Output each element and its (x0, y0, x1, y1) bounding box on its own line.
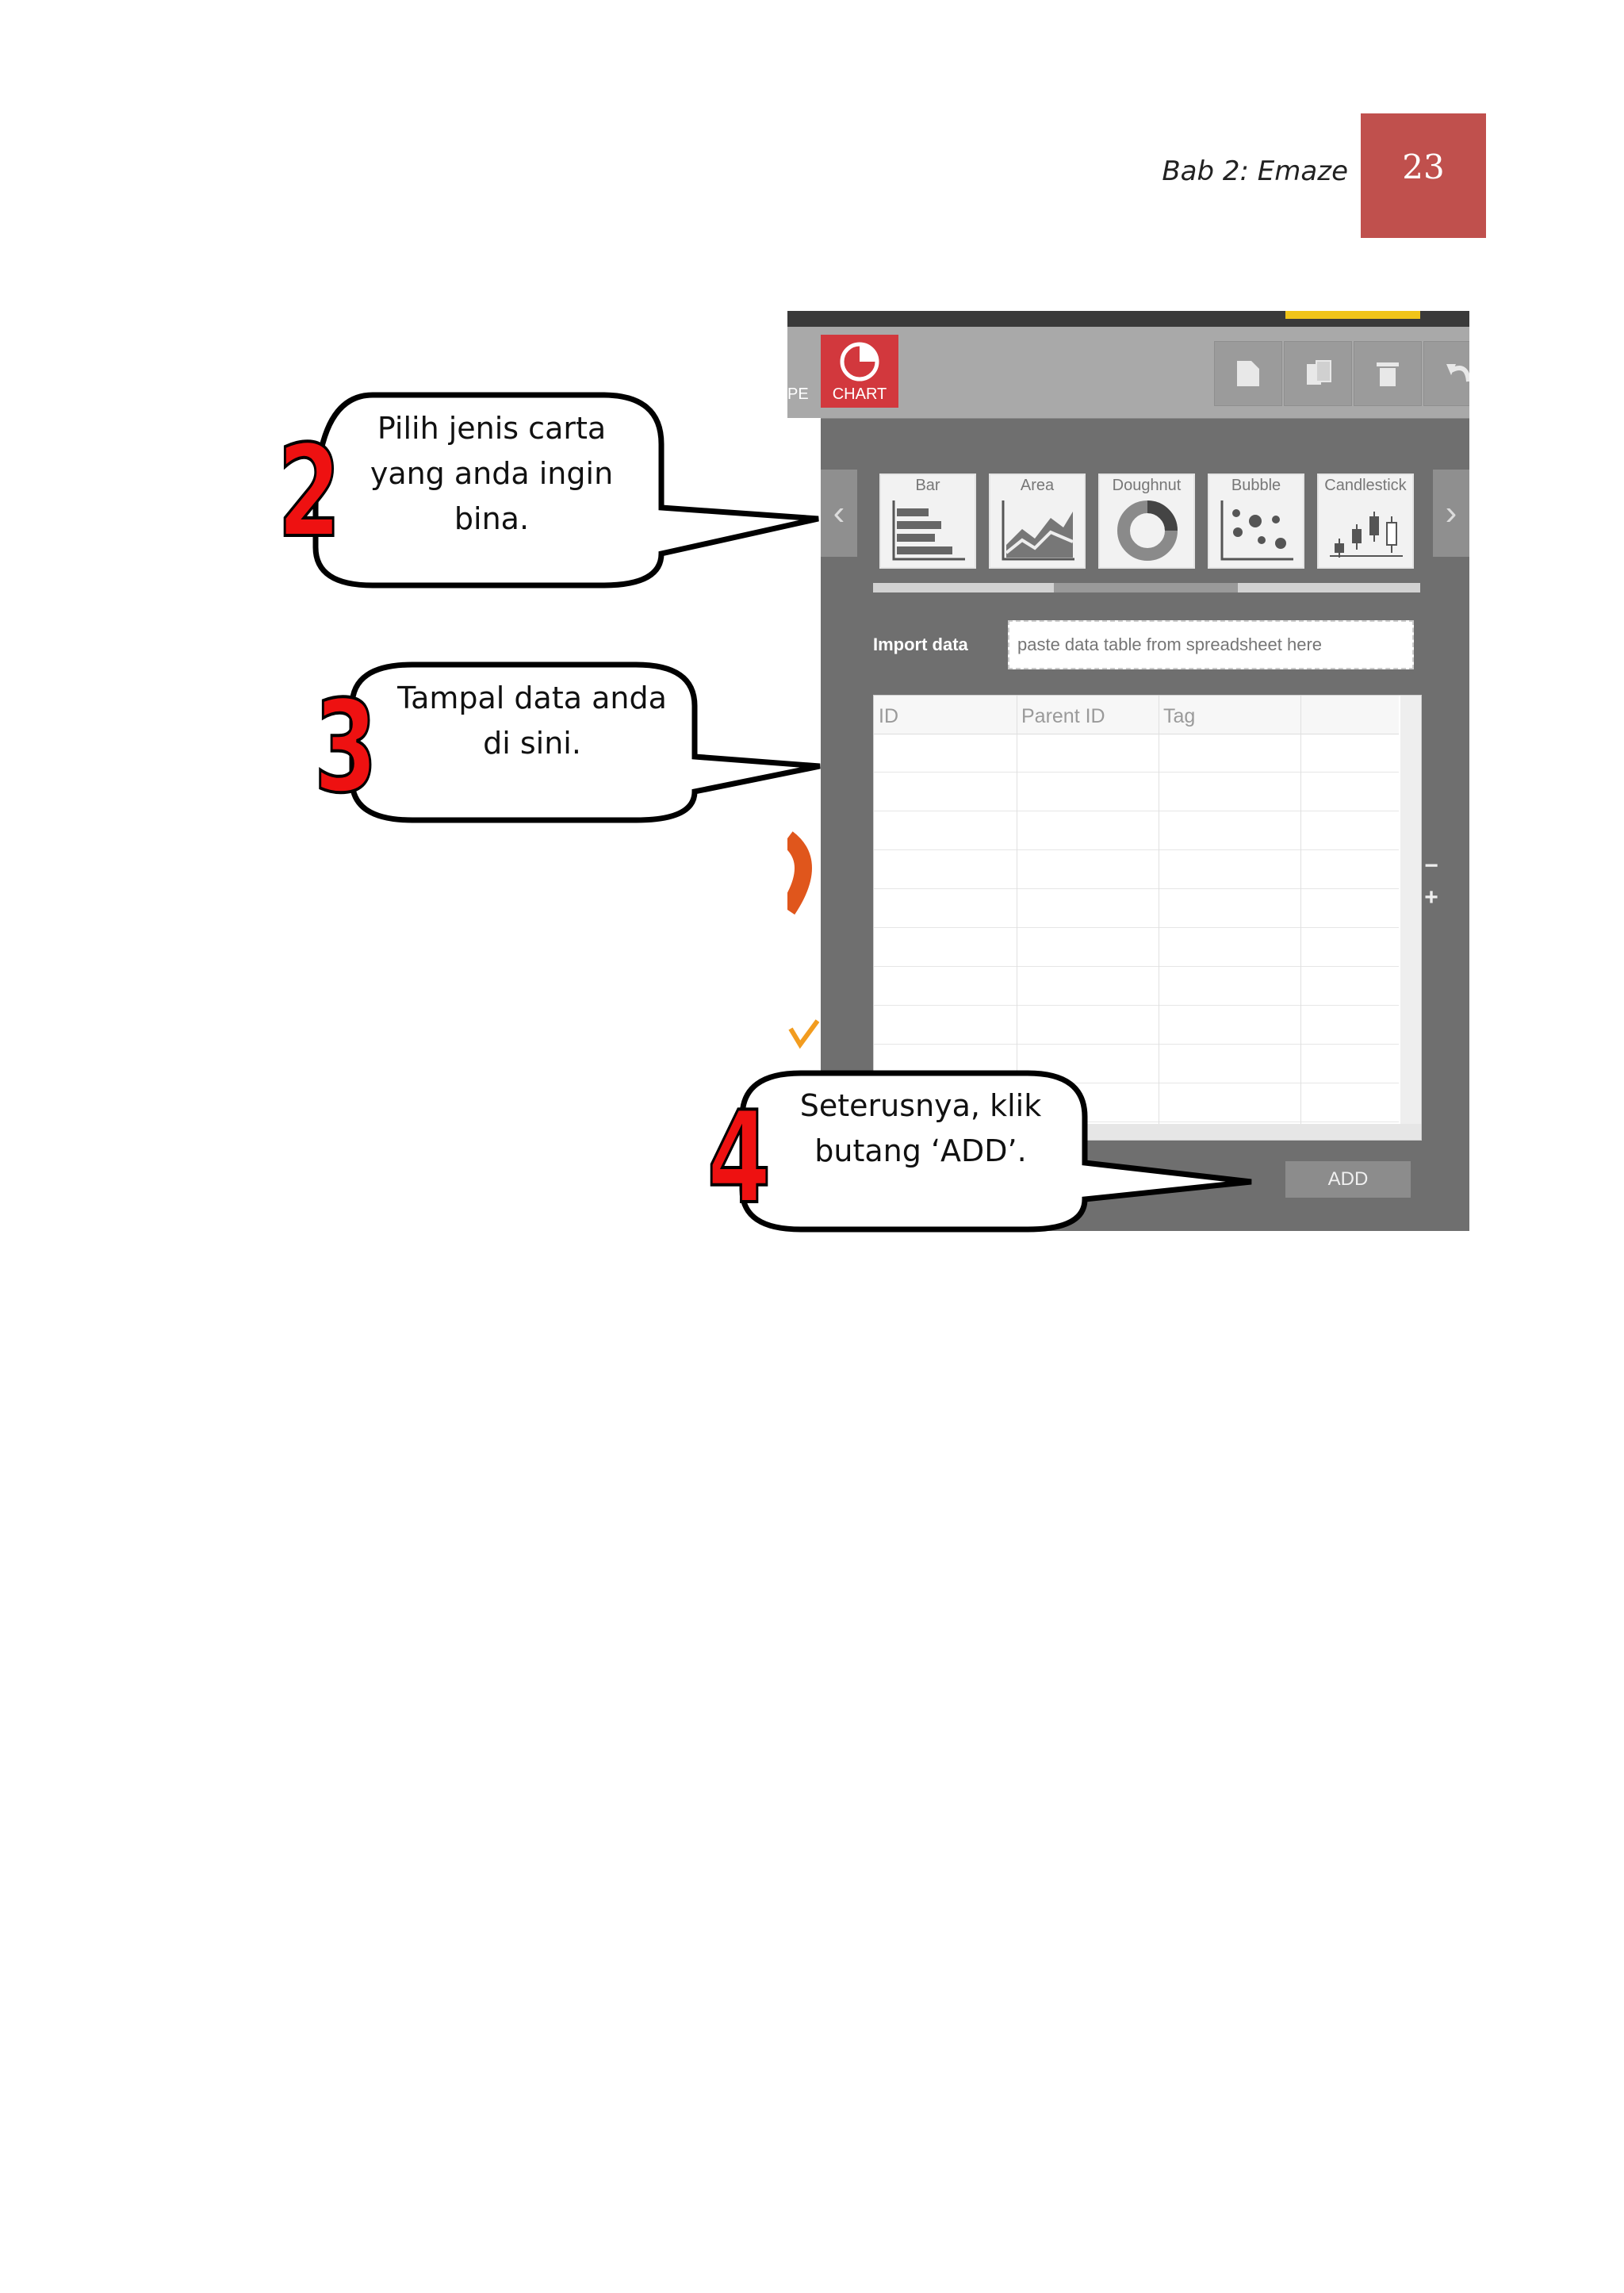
column-header-id: ID (879, 705, 898, 727)
page-number: 23 (1402, 148, 1445, 186)
chart-type-label: Bar (915, 477, 940, 494)
column-header-parent-id: Parent ID (1021, 705, 1105, 727)
step-number-3: 3 (314, 673, 378, 821)
callout-line: Tampal data anda (397, 681, 667, 715)
shape-tab-label[interactable]: PE (787, 385, 809, 403)
step-number-2: 2 (278, 417, 342, 566)
chart-types-next-button[interactable]: › (1433, 470, 1469, 557)
remove-row-icon[interactable]: − (1424, 853, 1438, 879)
callout-line: di sini. (483, 726, 581, 761)
callout-line: yang anda ingin (370, 456, 614, 491)
callout-line: Pilih jenis carta (377, 411, 607, 446)
add-button[interactable]: ADD (1285, 1161, 1411, 1198)
callout-text-step-3 (377, 676, 687, 766)
callout-line: butang ‘ADD’. (814, 1133, 1027, 1168)
step-number-4: 4 (707, 1083, 772, 1232)
chapter-title: Bab 2: Emaze (1162, 155, 1348, 187)
import-data-label: Import data (873, 635, 968, 654)
callout-line: bina. (454, 501, 530, 536)
callout-text-step-2 (341, 406, 642, 542)
chart-type-label: Candlestick (1324, 477, 1407, 494)
column-header-tag: Tag (1163, 705, 1196, 727)
chart-type-label: Area (1020, 477, 1055, 494)
callout-text-step-4 (766, 1083, 1075, 1174)
callout-line: Seterusnya, klik (799, 1088, 1042, 1123)
chart-type-label: Doughnut (1112, 477, 1182, 494)
chart-tab-label: CHART (832, 385, 887, 403)
chart-types-prev-button[interactable]: ‹ (821, 470, 857, 557)
add-row-icon[interactable]: + (1424, 884, 1438, 911)
chart-type-label: Bubble (1231, 477, 1281, 494)
